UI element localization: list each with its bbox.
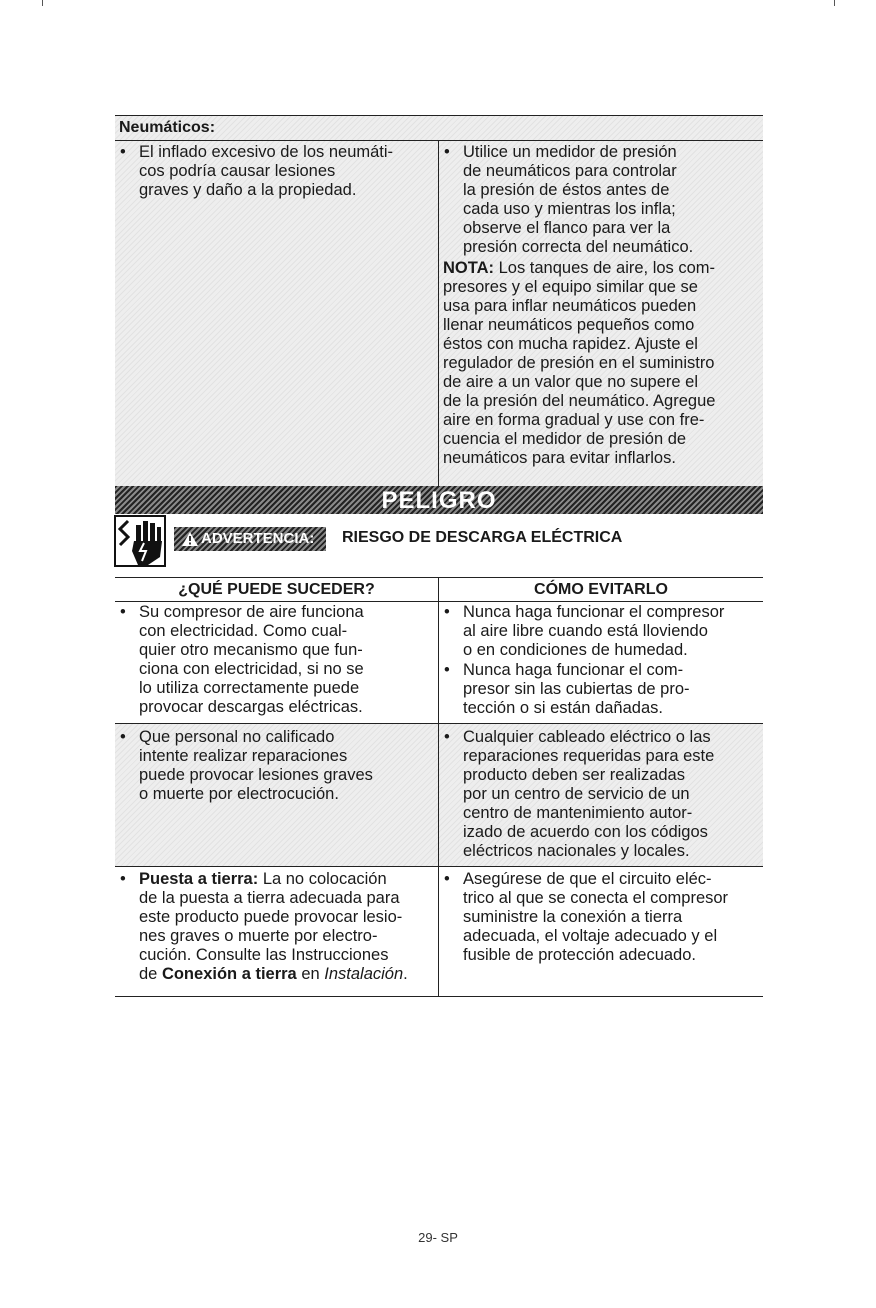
table-row-2-what bbox=[115, 724, 438, 866]
row1-how-text-a: • Nunca haga funcionar el compresor al aire libre cuando está lloviendo o en condiciones de humedad. bbox=[439, 603, 763, 660]
danger-banner bbox=[115, 486, 763, 514]
danger-label: PELIGRO bbox=[381, 487, 497, 514]
table-row-2-how bbox=[439, 724, 763, 866]
row3-text: La no colocación de la puesta a tierra adecuada para este producto puede provocar lesio- nes graves o muerte por electro- cución. Consulte las Instrucciones de bbox=[139, 870, 403, 983]
row3-lead: Puesta a tierra: bbox=[139, 870, 259, 888]
column-header-what: ¿QUÉ PUEDE SUCEDER? bbox=[178, 581, 375, 598]
row1-what-text: • Su compresor de aire funciona con electricidad. Como cual- quier otro mecanismo que fun- ciona con electricidad, si no se lo utiliza correctamente puede provocar descargas eléctricas. bbox=[115, 603, 438, 717]
tires-note-label: NOTA: bbox=[443, 259, 495, 277]
table-bottom-rule bbox=[115, 996, 763, 997]
table-row-1-what bbox=[115, 603, 438, 717]
row3-ref: Conexión a tierra bbox=[161, 965, 297, 983]
tires-avoid-cell bbox=[439, 141, 763, 486]
row3-en: en bbox=[296, 965, 325, 983]
row2-how-text: • Cualquier cableado eléctrico o las reparaciones requeridas para este producto deben ser realizadas por un centro de servicio de un centro de mantenimiento autor- izado de acuerdo con los códigos eléctricos nacionales y locales. bbox=[439, 728, 763, 861]
row3-end: . bbox=[403, 965, 408, 983]
hazard-title: RIESGO DE DESCARGA ELÉCTRICA bbox=[342, 529, 623, 546]
row3-how-text: • Asegúrese de que el circuito eléc- trico al que se conecta el compresor suministre la conexión a tierra adecuada, el voltaje adecuado y el fusible de protección adecuado. bbox=[439, 870, 763, 965]
row2-what-text: • Que personal no calificado intente realizar reparaciones puede provocar lesiones graves o muerte por electrocución. bbox=[115, 728, 438, 804]
warning-badge-label: ADVERTENCIA: bbox=[201, 530, 315, 547]
column-header-how: CÓMO EVITARLO bbox=[534, 581, 668, 598]
tires-hazard-cell bbox=[115, 141, 438, 486]
row3-what-text bbox=[115, 870, 438, 984]
tires-heading: Neumáticos: bbox=[119, 119, 216, 136]
table-row-1-how bbox=[439, 603, 763, 718]
tires-avoid-text: • Utilice un medidor de presión de neumáticos para controlar la presión de éstos antes de cada uso y mientras los infla; observe el flanco para ver la presión correcta del neumático. bbox=[439, 143, 763, 257]
row-2-rule bbox=[115, 866, 763, 867]
crop-mark-right bbox=[834, 0, 835, 6]
table-top-rule bbox=[115, 577, 763, 578]
table-row-3-how bbox=[439, 870, 763, 965]
table-row-3-what bbox=[115, 870, 438, 984]
row1-how-text-b: • Nunca haga funcionar el com- presor sin las cubiertas de pro- tección o si están dañadas. bbox=[439, 661, 763, 718]
tires-note-text: Los tanques de aire, los com- presores y el equipo similar que se usa para inflar neumáticos pueden llenar neumáticos pequeños como éstos con mucha rapidez. Ajuste el regulador de presión en el suministro de aire a un valor que no supere el de la presión del neumático. Agregue aire en forma gradual y use con fre- cuencia el medidor de presión de neumáticos para evitar inflarlos. bbox=[443, 259, 716, 467]
tires-hazard-text: • El inflado excesivo de los neumáti- cos podría causar lesiones graves y daño a la propiedad. bbox=[115, 143, 438, 200]
warning-badge bbox=[174, 527, 326, 551]
electric-shock-hand-icon bbox=[114, 515, 166, 567]
crop-mark-left bbox=[42, 0, 43, 6]
tires-note bbox=[439, 259, 763, 468]
table-header-rule bbox=[115, 601, 763, 602]
row3-section: Instalación bbox=[324, 965, 404, 983]
tires-heading-bar bbox=[115, 116, 763, 140]
page-number: 29- SP bbox=[418, 1230, 458, 1245]
warning-triangle-icon bbox=[182, 532, 198, 546]
